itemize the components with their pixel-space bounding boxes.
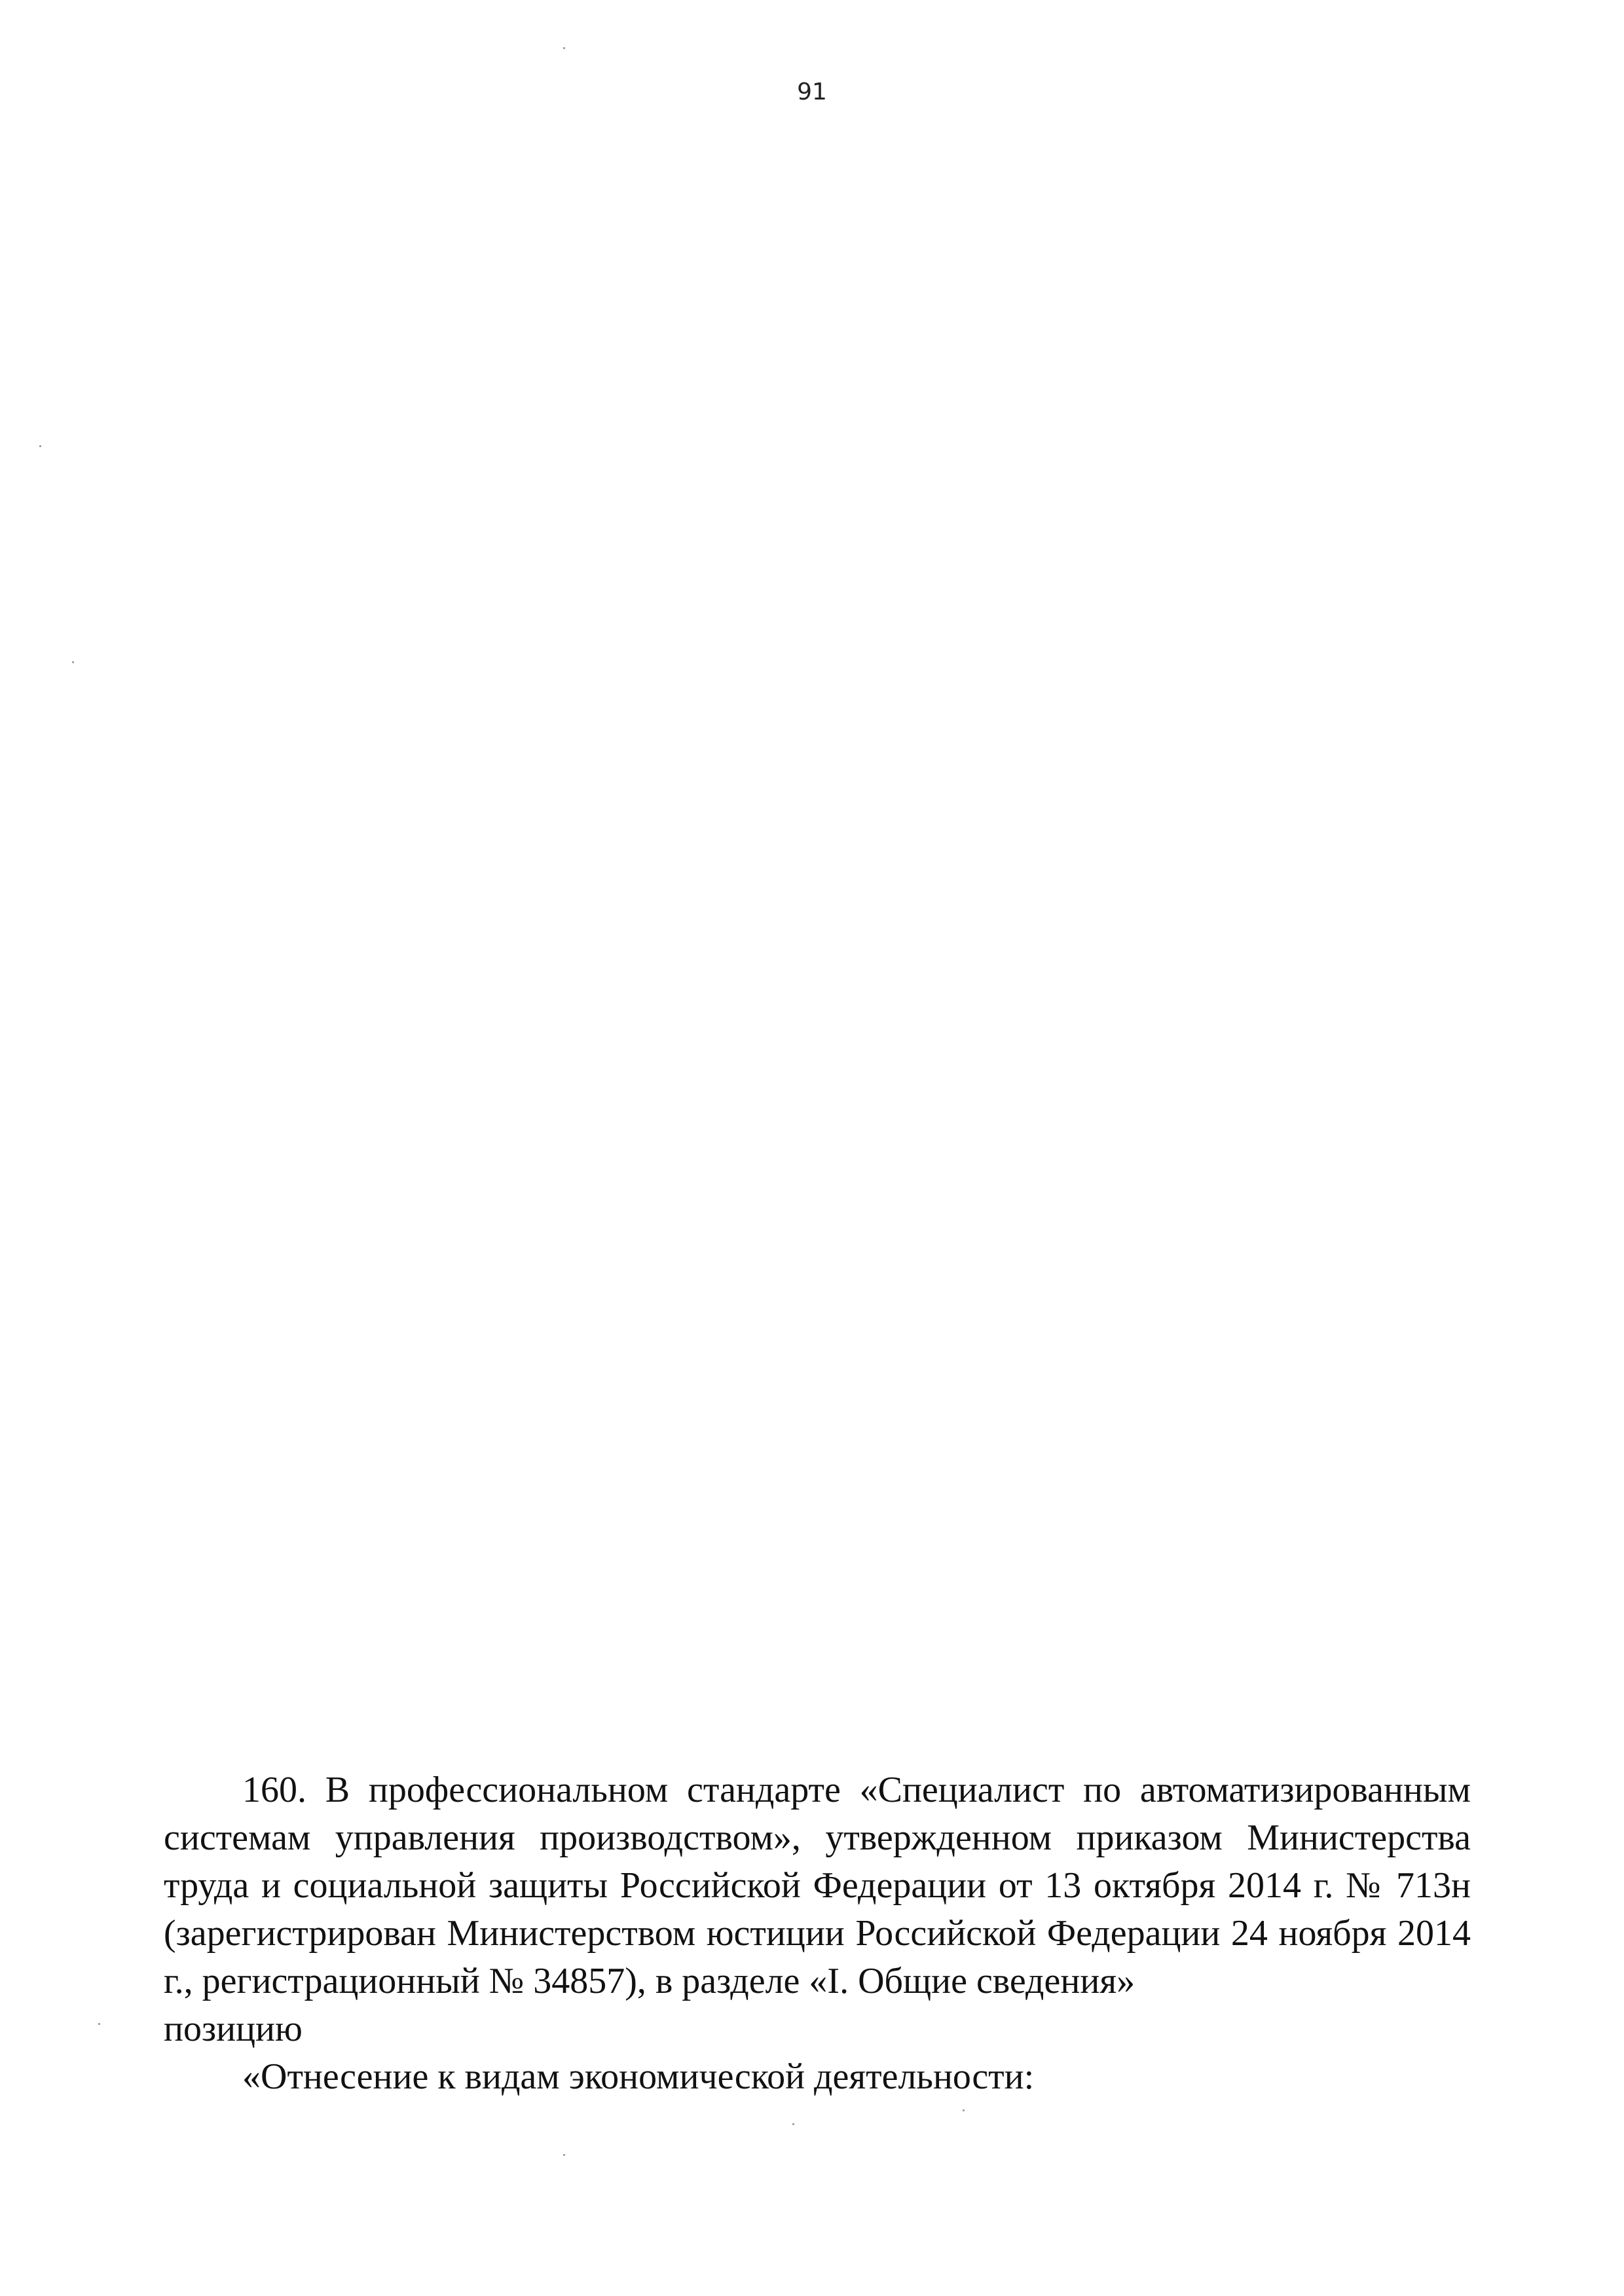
scan-speck	[792, 2123, 794, 2125]
scan-speck	[72, 661, 74, 663]
page-number: 91	[797, 79, 827, 105]
scan-speck	[98, 2023, 100, 2025]
paragraph-160: 160. В профессиональном стандарте «Специалист по автоматизированным системам управления производством», утвержденном приказом Министерства труда и социальной защиты Российской Федерации от 13 октября 2014 г. № 713н (зарегистрирован Министерством юстиции Российской Федерации 24 ноября 2014 г., регистрационный № 34857), в разделе «I. Общие сведения»	[164, 1770, 1471, 2001]
paragraph-okved-heading: «Отнесение к видам экономической деятельности:	[242, 2056, 1035, 2097]
paragraph-160-tail: позицию	[164, 2009, 303, 2049]
scan-speck	[563, 2154, 565, 2156]
scan-speck	[563, 47, 565, 49]
scan-speck	[963, 2109, 965, 2111]
scan-speck	[39, 445, 41, 447]
document-body	[164, 1766, 1471, 2101]
